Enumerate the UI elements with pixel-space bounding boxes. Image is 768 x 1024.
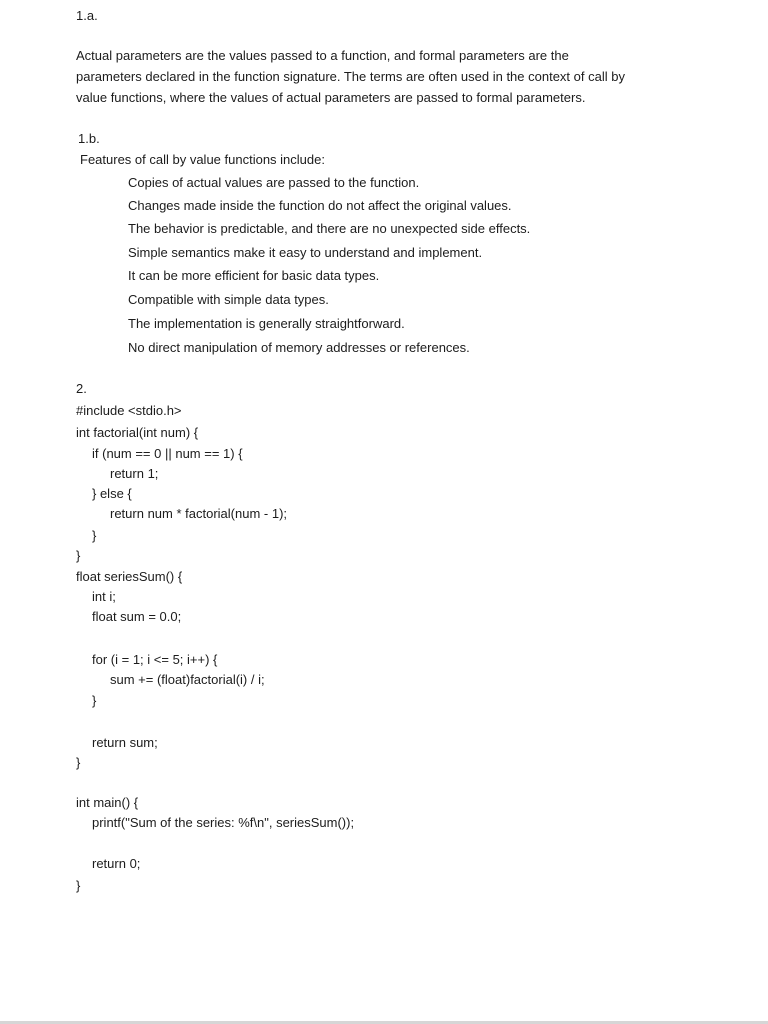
code-line: return 0; (92, 856, 141, 871)
code-line: } (76, 548, 81, 563)
feature-item: Compatible with simple data types. (128, 292, 329, 307)
section-1a-line: Actual parameters are the values passed to a function, and formal parameters are the (76, 48, 569, 63)
code-line: for (i = 1; i <= 5; i++) { (92, 652, 218, 667)
code-line: } else { (92, 486, 132, 501)
feature-item: No direct manipulation of memory addresses or references. (128, 340, 470, 355)
section-2-heading: 2. (76, 381, 87, 396)
code-line: } (92, 528, 97, 543)
code-line: #include <stdio.h> (76, 403, 182, 418)
code-line: if (num == 0 || num == 1) { (92, 446, 243, 461)
section-1b-intro: Features of call by value functions include: (80, 152, 325, 167)
code-line: } (76, 755, 81, 770)
section-1b-heading: 1.b. (78, 131, 100, 146)
section-1a-line: value functions, where the values of actual parameters are passed to formal parameters. (76, 90, 586, 105)
code-line: float seriesSum() { (76, 569, 183, 584)
code-line: int factorial(int num) { (76, 425, 199, 440)
feature-item: The behavior is predictable, and there are no unexpected side effects. (128, 221, 531, 236)
section-1a-heading: 1.a. (76, 8, 98, 23)
code-line: printf("Sum of the series: %f\n", seriesSum()); (92, 815, 355, 830)
code-line: int i; (92, 589, 116, 604)
code-line: return num * factorial(num - 1); (110, 506, 288, 521)
code-line: } (76, 878, 81, 893)
code-line: } (92, 693, 97, 708)
section-1a-line: parameters declared in the function signature. The terms are often used in the context of call by (76, 69, 625, 84)
feature-item: Simple semantics make it easy to understand and implement. (128, 245, 483, 260)
code-line: int main() { (76, 795, 139, 810)
feature-item: The implementation is generally straightforward. (128, 316, 405, 331)
code-line: return 1; (110, 466, 159, 481)
feature-item: Changes made inside the function do not affect the original values. (128, 198, 512, 213)
feature-item: Copies of actual values are passed to the function. (128, 175, 420, 190)
code-line: return sum; (92, 735, 158, 750)
code-line: sum += (float)factorial(i) / i; (110, 672, 265, 687)
code-line: float sum = 0.0; (92, 609, 182, 624)
feature-item: It can be more efficient for basic data types. (128, 268, 380, 283)
